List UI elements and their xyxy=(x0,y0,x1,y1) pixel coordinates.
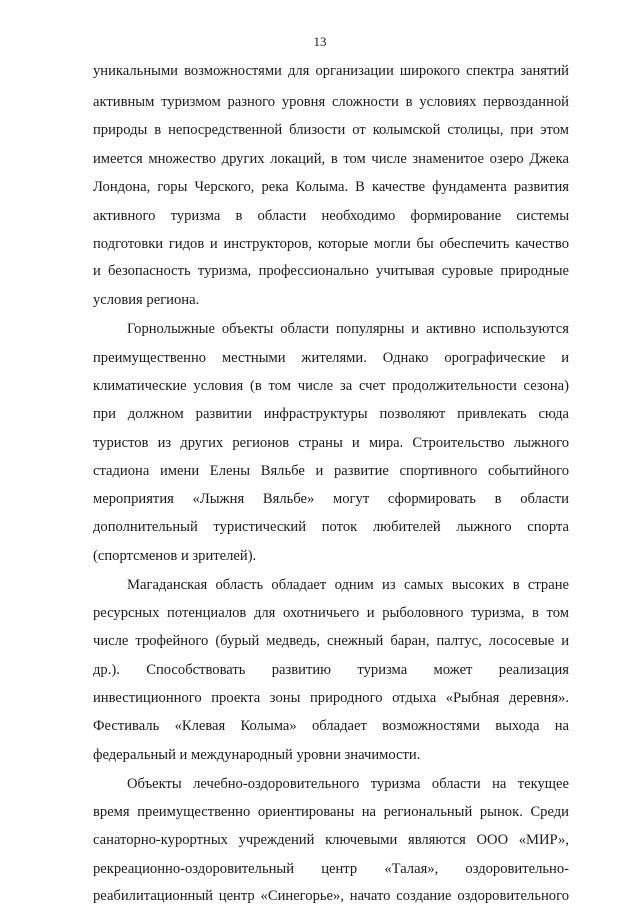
text-line: (спортсменов и зрителей). xyxy=(93,548,257,564)
text-line: преимущественно местными жителями. Однако орографические и xyxy=(93,350,569,366)
text-line: время преимущественно ориентированы на региональный рынок. Среди xyxy=(93,804,569,820)
text-line: Лондона, горы Черского, река Колыма. В качестве фундамента развития xyxy=(93,179,569,195)
text-line: Фестиваль «Клевая Колыма» обладает возможностями выхода на xyxy=(93,718,569,734)
text-line: климатические условия (в том числе за счет продолжительности сезона) xyxy=(93,378,569,394)
text-line: условия региона. xyxy=(93,292,200,308)
text-line: санаторно-курортных учреждений ключевыми являются ООО «МИР», xyxy=(93,832,569,848)
text-line: стадиона имени Елены Вяльбе и развитие спортивного событийного xyxy=(93,463,569,479)
text-line: туристов из других регионов страны и мира. Строительство лыжного xyxy=(93,435,569,451)
text-line: мероприятия «Лыжня Вяльбе» могут сформировать в области xyxy=(93,491,569,507)
text-line: имеется множество других локаций, в том числе знаменитое озеро Джека xyxy=(93,151,569,167)
text-line: ресурсных потенциалов для охотничьего и рыболовного туризма, в том xyxy=(93,605,569,621)
text-line: федеральный и международный уровни значимости. xyxy=(93,747,421,763)
text-line: активного туризма в области необходимо формирование системы xyxy=(93,208,569,224)
text-line: подготовки гидов и инструкторов, которые могли бы обеспечить качество xyxy=(93,236,569,252)
text-line: при должном развитии инфраструктуры позволяют привлекать сюда xyxy=(93,406,569,422)
text-line: Магаданская область обладает одним из самых высоких в стране xyxy=(127,577,569,593)
text-line: активным туризмом разного уровня сложности в условиях первозданной xyxy=(93,94,569,110)
text-line: реабилитационный центр «Синегорье», начато создание оздоровительного xyxy=(93,888,569,904)
text-line: дополнительный туристический поток любителей лыжного спорта xyxy=(93,519,569,535)
text-line: Объекты лечебно-оздоровительного туризма области на текущее xyxy=(127,776,569,792)
text-line: уникальными возможностями для организации широкого спектра занятий xyxy=(93,63,569,79)
page-number: 13 xyxy=(313,34,327,49)
text-line: рекреационно-оздоровительный центр «Талая», оздоровительно- xyxy=(93,861,569,877)
text-line: инвестиционного проекта зоны природного отдыха «Рыбная деревня». xyxy=(93,690,569,706)
text-line: числе трофейного (бурый медведь, снежный баран, палтус, лососевые и xyxy=(93,633,569,649)
text-line: и безопасность туризма, профессионально учитывая суровые природные xyxy=(93,263,569,279)
text-line: природы в непосредственной близости от колымской столицы, при этом xyxy=(93,122,569,138)
text-line: др.). Способствовать развитию туризма может реализация xyxy=(93,662,569,678)
text-line: Горнолыжные объекты области популярны и активно используются xyxy=(127,321,569,337)
